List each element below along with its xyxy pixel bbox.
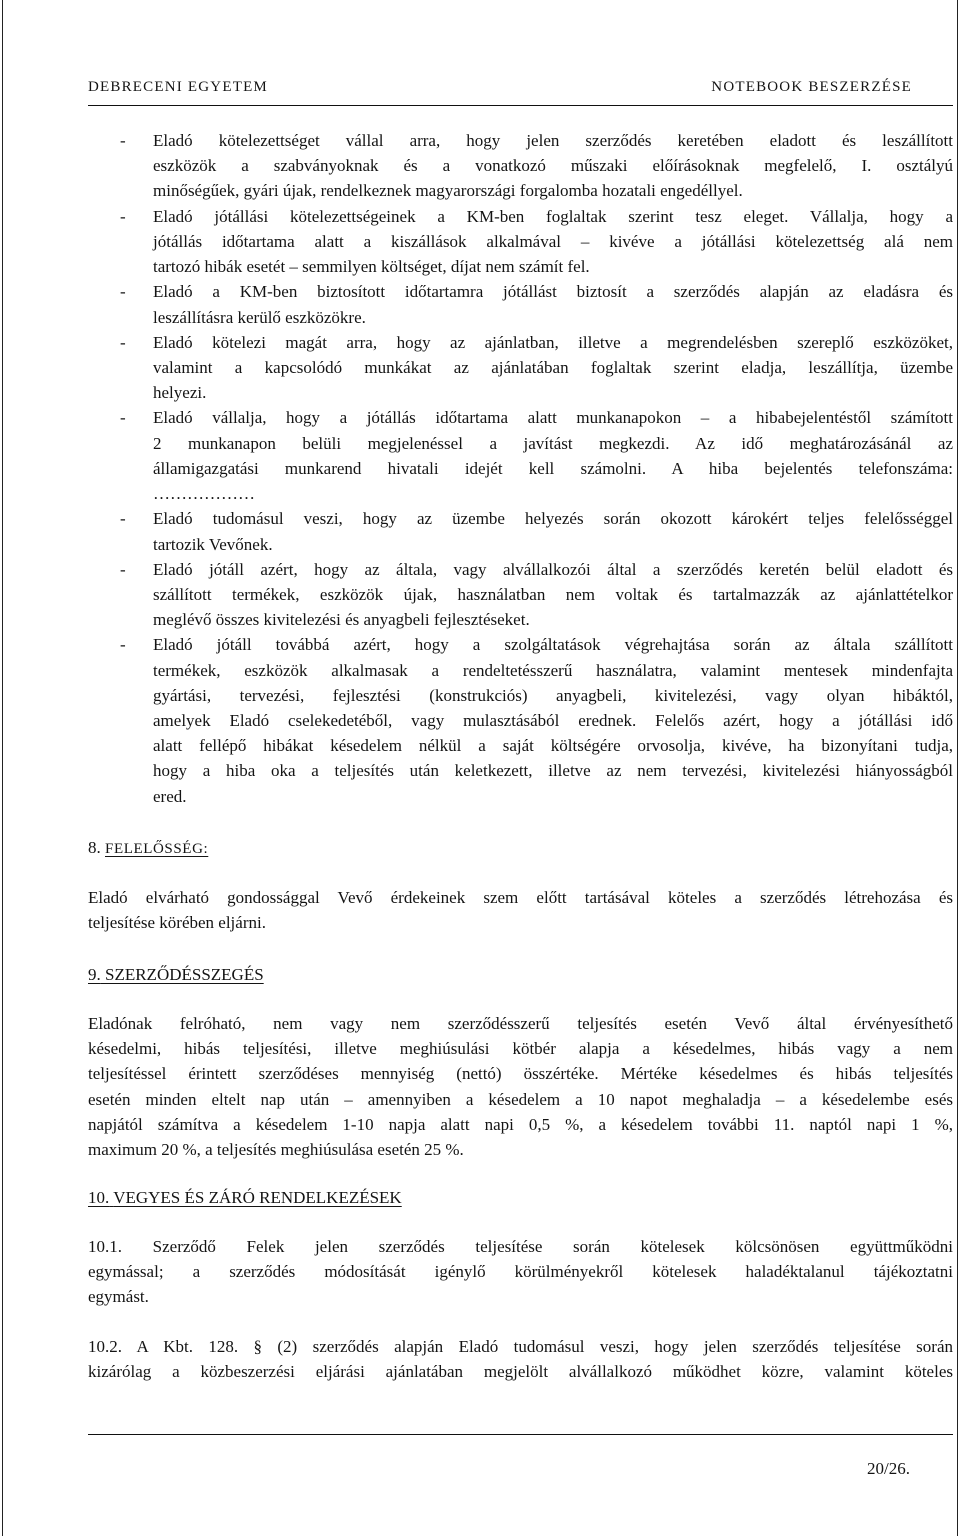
text-line: Eladó a KM-ben biztosított időtartamra jótállást biztosít a szerződés alapján az eladásra és bbox=[153, 282, 953, 302]
list-item-text bbox=[153, 279, 953, 329]
text-line: szállított termékek, eszközök újak, használatban nem voltak és tartalmazzák az ajánlattételkor bbox=[153, 584, 953, 604]
text-line: 10.2. A Kbt. 128. § (2) szerződés alapján Eladó tudomásul veszi, hogy jelen szerződés teljesítése során bbox=[88, 1337, 953, 1356]
text-line: egymást. bbox=[88, 1287, 149, 1307]
list-item bbox=[120, 557, 953, 633]
text-line: maximum 20 %, a teljesítés meghiúsulása esetén 25 %. bbox=[88, 1140, 464, 1160]
text-line: Eladó vállalja, hogy a jótállás időtartama alatt munkanapokon – a hibabejelentéstől számított bbox=[153, 408, 953, 428]
text-line: Eladó kötelezi magát arra, hogy az ajánlatban, illetve a megrendelésben szereplő eszközöket, bbox=[153, 332, 953, 352]
bullet-marker: - bbox=[120, 509, 126, 529]
text-line: alatt fellépő hibákat késedelem nélkül a saját költségére orvosolja, kivéve, ha bizonyítani tudja, bbox=[153, 736, 953, 756]
section-title: VEGYES ÉS ZÁRÓ RENDELKEZÉSEK bbox=[113, 1188, 402, 1207]
section-heading-final bbox=[88, 1185, 402, 1210]
header-divider bbox=[88, 105, 953, 106]
bullet-marker: - bbox=[120, 559, 126, 579]
text-line: Eladó kötelezettséget vállal arra, hogy jelen szerződés keretében eladott és leszállított bbox=[153, 131, 953, 150]
header-document-title: NOTEBOOK BESZERZÉSE bbox=[711, 79, 912, 95]
list-item-text bbox=[153, 405, 953, 506]
text-line: termékek, eszközök alkalmasak a rendeltetésszerű használatra, valamint mentesek mindenfajta bbox=[153, 660, 953, 680]
section-number: 8. bbox=[88, 838, 101, 857]
text-line: leszállításra kerülő eszközökre. bbox=[153, 307, 366, 327]
text-line: tartozó hibák esetét – semmilyen költséget, díjat nem számít fel. bbox=[153, 257, 590, 277]
text-line: teljesítéssel érintett szerződéses mennyiség (nettó) összértéke. Mértéke késedelmes és hibás teljesítés bbox=[88, 1064, 953, 1084]
obligations-list bbox=[120, 128, 953, 809]
text-line: eszközök a szabványoknak és a vonatkozó műszaki előírásoknak megfelelő, I. osztályú bbox=[153, 156, 953, 176]
text-line: napjától számítva a késedelem 1-10 napja alatt napi 0,5 %, a késedelem további 11. naptól napi 1 %, bbox=[88, 1114, 953, 1134]
text-line: valamint a kapcsolódó munkákat az ajánlatában foglaltak szerint eladja, leszállítja, üzembe bbox=[153, 357, 953, 377]
list-item bbox=[120, 405, 953, 506]
list-item-text bbox=[153, 204, 953, 280]
text-line: ered. bbox=[153, 786, 187, 806]
text-line: kizárólag a közbeszerzési eljárási ajánlatában megjelölt alvállalkozó működhet közre, valamint köteles bbox=[88, 1362, 953, 1382]
text-line: tartozik Vevőnek. bbox=[153, 534, 273, 554]
list-item bbox=[120, 506, 953, 556]
list-item-text bbox=[153, 557, 953, 633]
page-border-left bbox=[2, 0, 3, 1536]
list-item-text bbox=[153, 330, 953, 406]
text-line: Eladó jótáll azért, hogy az általa, vagy alvállalkozói által a szerződés keretén belül eladott és bbox=[153, 559, 953, 579]
text-line: helyezi. bbox=[153, 383, 207, 403]
text-line: 2 munkanapon belüli megjelenéssel a javítást megkezdi. Az idő meghatározásánál az bbox=[153, 433, 953, 453]
section-number: 10. bbox=[88, 1188, 110, 1207]
bullet-marker: - bbox=[120, 635, 126, 655]
text-line: hogy a hiba oka a teljesítés után keletkezett, illetve az nem tervezési, kivitelezési hiányosságból bbox=[153, 761, 953, 781]
list-item-text bbox=[153, 128, 953, 204]
bullet-marker: - bbox=[120, 206, 126, 226]
text-line: államigazgatási munkarend hivatali idejét kell számolni. A hiba bejelentés telefonszáma: bbox=[153, 458, 953, 478]
list-item bbox=[120, 632, 953, 809]
text-line: jótállás időtartama alatt a kiszállások alkalmával – kivéve a jótállási kötelezettség alá nem bbox=[153, 231, 953, 251]
text-line: ……………… bbox=[153, 484, 255, 504]
final-paragraph-10-1 bbox=[88, 1234, 953, 1310]
header-institution: DEBRECENI EGYETEM bbox=[88, 79, 268, 95]
text-line: Eladó jótáll továbbá azért, hogy a szolgáltatások végrehajtása során az általa szállított bbox=[153, 635, 953, 655]
section-title: SZERZŐDÉSSZEGÉS bbox=[105, 965, 264, 984]
text-line: esetén minden eltelt nap után – amennyiben a késedelem a 10 napot meghaladja – a késedelembe esés bbox=[88, 1089, 953, 1109]
list-item bbox=[120, 330, 953, 406]
text-line: teljesítése körében eljárni. bbox=[88, 913, 266, 933]
bullet-marker: - bbox=[120, 282, 126, 302]
list-item bbox=[120, 128, 953, 204]
text-line: Eladó jótállási kötelezettségeinek a KM-ben foglaltak szerint tesz eleget. Vállalja, hogy a bbox=[153, 206, 953, 226]
breach-paragraph bbox=[88, 1011, 953, 1162]
text-line: egymással; a szerződés módosítását igénylő körülményekről kötelesek haladéktalanul tájékoztatni bbox=[88, 1262, 953, 1282]
text-line: késedelmi, hibás teljesítési, illetve meghiúsulási kötbér alapja a késedelmes, hibás vagy a nem bbox=[88, 1039, 953, 1059]
list-item bbox=[120, 279, 953, 329]
footer-divider bbox=[88, 1434, 953, 1435]
section-heading-liability bbox=[88, 835, 208, 860]
text-line: 10.1. Szerződő Felek jelen szerződés teljesítése során kötelesek kölcsönösen együttműködni bbox=[88, 1237, 953, 1256]
final-paragraph-10-2 bbox=[88, 1334, 953, 1384]
text-line: Eladó tudomásul veszi, hogy az üzembe helyezés során okozott károkért teljes felelősséggel bbox=[153, 509, 953, 529]
bullet-marker: - bbox=[120, 332, 126, 352]
text-line: meglévő összes kivitelezési és anyagbeli fejlesztéseket. bbox=[153, 610, 530, 630]
page-border-right bbox=[957, 0, 958, 1536]
list-item-text bbox=[153, 506, 953, 556]
list-item-text bbox=[153, 632, 953, 809]
list-item bbox=[120, 204, 953, 280]
liability-paragraph bbox=[88, 885, 953, 935]
text-line: Eladó elvárható gondossággal Vevő érdekeinek szem előtt tartásával köteles a szerződés létrehozása és bbox=[88, 888, 953, 907]
page-number: 20/26. bbox=[867, 1459, 910, 1478]
text-line: gyártási, tervezési, fejlesztési (konstrukciós) anyagbeli, kivitelezési, vagy olyan hibáktól, bbox=[153, 685, 953, 705]
text-line: minőségűek, gyári újak, rendelkeznek magyarországi forgalomba hozatali engedéllyel. bbox=[153, 181, 743, 201]
text-line: Eladónak felróható, nem vagy nem szerződésszerű teljesítés esetén Vevő által érvényesíthető bbox=[88, 1014, 953, 1033]
text-line: amelyek Eladó cselekedetéből, vagy mulasztásából erednek. Felelős azért, hogy a jótállási idő bbox=[153, 711, 953, 731]
section-title: FELELŐSSÉG: bbox=[105, 841, 209, 857]
section-number: 9. bbox=[88, 965, 101, 984]
section-heading-breach bbox=[88, 962, 264, 987]
bullet-marker: - bbox=[120, 408, 126, 428]
bullet-marker: - bbox=[120, 131, 126, 150]
